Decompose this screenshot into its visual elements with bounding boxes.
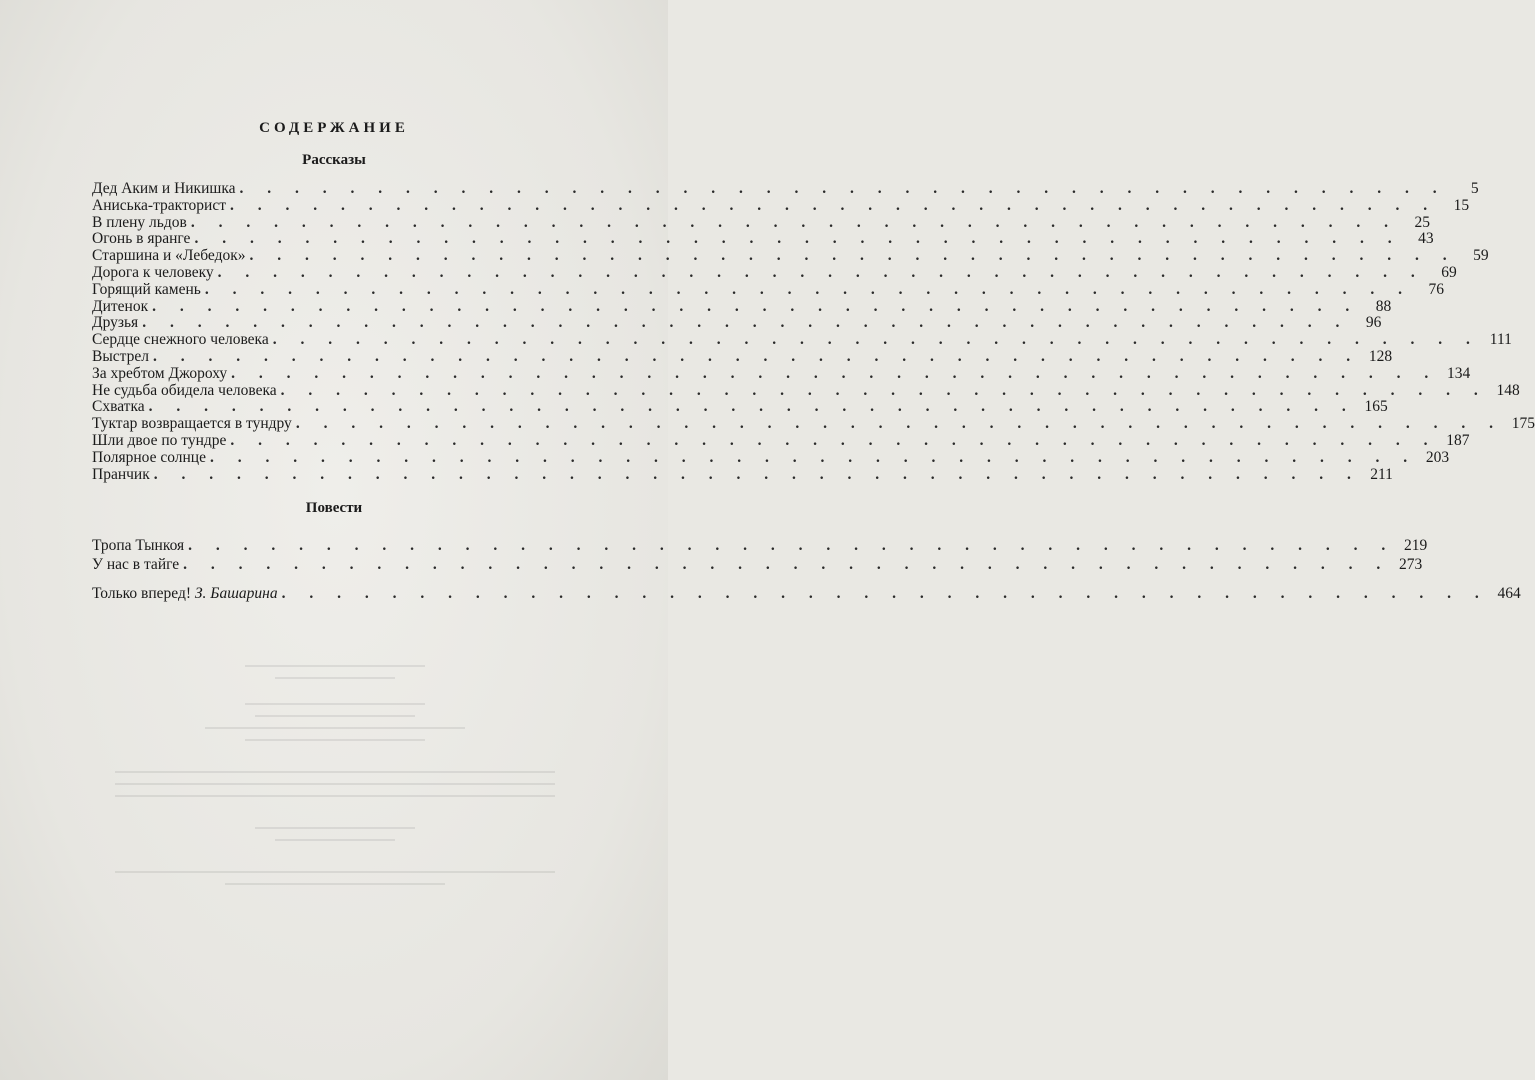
- leader-dots: . . . . . . . . . . . . . . . . . . . . . . . . . . . . . . . . . . . . . . . . . . . .: [209, 448, 1418, 466]
- toc-entry-title: Дед Аким и Никишка: [92, 180, 236, 197]
- toc-entry-page: 69: [1441, 263, 1457, 281]
- toc-stories-list: [92, 180, 1535, 483]
- toc-entry-title: Дорога к человеку: [92, 263, 214, 281]
- toc-entry-title: Дитенок: [92, 297, 149, 315]
- toc-entry-page: 219: [1404, 537, 1428, 554]
- toc-entry: [92, 536, 1428, 555]
- toc-entry: [92, 196, 1470, 215]
- toc-entry-page: 165: [1364, 398, 1388, 416]
- toc-entry-page: 25: [1414, 213, 1430, 231]
- toc-entry-title: У нас в тайге: [92, 556, 180, 573]
- toc-entry-title: Аниська-тракторист: [92, 196, 227, 214]
- toc-novellas-list: [92, 536, 1521, 603]
- toc-entry-page: 128: [1368, 347, 1393, 365]
- leader-dots: . . . . . . . . . . . . . . . . . . . . . . . . . . . . . . . . . . . . . . . . . . . .: [188, 537, 1396, 554]
- toc-entry-title: Только вперед! З. Башарина: [92, 585, 278, 602]
- toc-entry-author: З. Башарина: [194, 585, 278, 602]
- toc-entry-page: 96: [1365, 314, 1382, 332]
- toc-entry: [92, 247, 1489, 265]
- leader-dots: . . . . . . . . . . . . . . . . . . . . . . . . . . . . . . . . . . . . . . . . . . . .: [249, 247, 1457, 265]
- toc-entry-page: 273: [1399, 556, 1423, 573]
- leader-dots: . . . . . . . . . . . . . . . . . . . . . . . . . . . . . . . . . . . . . . . . . . . .: [183, 556, 1391, 573]
- toc-entry-page: 187: [1446, 431, 1470, 449]
- leader-dots: . . . . . . . . . . . . . . . . . . . . . . . . . . . . . . . . . . . . . . . . . . . .: [204, 280, 1412, 298]
- toc-entry-page: 203: [1425, 448, 1450, 466]
- toc-entry: [92, 213, 1430, 232]
- toc-entry-title: Сердце снежного человека: [92, 331, 269, 349]
- toc-entry-title: Тропа Тынкоя: [92, 537, 185, 554]
- toc-entry-title: Не судьба обидела человека: [92, 381, 277, 399]
- toc-entry-page: 464: [1497, 585, 1521, 602]
- leader-dots: . . . . . . . . . . . . . . . . . . . . . . . . . . . . . . . . . . . . . . . . . . . .: [217, 263, 1425, 281]
- section-heading-stories: Рассказы: [302, 152, 366, 168]
- leader-dots: . . . . . . . . . . . . . . . . . . . . . . . . . . . . . . . . . . . . . . . . . . . .: [230, 196, 1438, 214]
- toc-entry-page: 59: [1473, 247, 1489, 265]
- toc-entry: [92, 584, 1521, 603]
- toc-entry: [92, 465, 1393, 484]
- leader-dots: . . . . . . . . . . . . . . . . . . . . . . . . . . . . . . . . . . . . . . . . . . . .: [152, 347, 1361, 365]
- toc-entry-title: Выстрел: [92, 347, 149, 365]
- bleed-through-text: [95, 655, 575, 955]
- spacer: [92, 574, 584, 584]
- leader-dots: . . . . . . . . . . . . . . . . . . . . . . . . . . . . . . . . . . . . . . . . . . . .: [153, 465, 1361, 483]
- toc-entry-page: 76: [1428, 280, 1444, 298]
- leader-dots: . . . . . . . . . . . . . . . . . . . . . . . . . . . . . . . . . . . . . . . . . . . .: [194, 230, 1402, 248]
- toc-entry-title: Шли двое по тундре: [92, 431, 227, 449]
- toc-entry-title: За хребтом Джороху: [92, 364, 228, 382]
- toc-entry: [92, 364, 1471, 383]
- leader-dots: . . . . . . . . . . . . . . . . . . . . . . . . . . . . . . . . . . . . . . . . . . . .: [231, 364, 1439, 382]
- toc-entry-page: 148: [1496, 381, 1520, 399]
- toc-entry: [92, 431, 1470, 450]
- toc-entry: [92, 180, 1479, 198]
- leader-dots: . . . . . . . . . . . . . . . . . . . . . . . . . . . . . . . . . . . . . . . . . . . .: [142, 314, 1350, 332]
- toc-entry: [92, 297, 1392, 316]
- toc-entry-title: Пранчик: [92, 465, 150, 483]
- toc-entry-page: 43: [1418, 230, 1434, 248]
- toc-entry: [92, 555, 1423, 574]
- toc-entry-page: 175: [1511, 415, 1535, 433]
- toc-entry-title: Друзья: [92, 314, 139, 332]
- toc-entry-page: 5: [1470, 180, 1479, 197]
- leader-dots: . . . . . . . . . . . . . . . . . . . . . . . . . . . . . . . . . . . . . . . . . . . .: [272, 331, 1480, 349]
- toc-entry: [92, 280, 1444, 299]
- toc-entry: [92, 331, 1512, 349]
- toc-entry-page: 88: [1375, 297, 1392, 315]
- novellas-rows: [92, 536, 1428, 574]
- leader-dots: . . . . . . . . . . . . . . . . . . . . . . . . . . . . . . . . . . . . . . . . . . . .: [280, 381, 1488, 399]
- toc-entry: [92, 314, 1382, 332]
- toc-entry-title: Туктар возвращается в тундру: [92, 415, 292, 433]
- toc-entry-title: В плену льдов: [92, 213, 187, 231]
- leader-dots: . . . . . . . . . . . . . . . . . . . . . . . . . . . . . . . . . . . . . . . . . . . .: [239, 180, 1447, 197]
- toc-entry: [92, 263, 1457, 282]
- page-title: СОДЕРЖАНИЕ: [259, 120, 409, 136]
- toc-entry-title: Схватка: [92, 398, 145, 416]
- leader-dots: . . . . . . . . . . . . . . . . . . . . . . . . . . . . . . . . . . . . . . . . . . . .: [281, 585, 1489, 602]
- toc-entry: [92, 448, 1450, 467]
- leader-dots: . . . . . . . . . . . . . . . . . . . . . . . . . . . . . . . . . . . . . . . . . . . .: [230, 431, 1438, 449]
- toc-entry-page: 15: [1453, 196, 1470, 214]
- toc-entry: [92, 347, 1393, 366]
- toc-entry: [92, 381, 1520, 400]
- leader-dots: . . . . . . . . . . . . . . . . . . . . . . . . . . . . . . . . . . . . . . . . . . . .: [152, 297, 1360, 315]
- leader-dots: . . . . . . . . . . . . . . . . . . . . . . . . . . . . . . . . . . . . . . . . . . . .: [295, 415, 1503, 433]
- toc-entry-page: 134: [1447, 364, 1471, 382]
- toc-entry: [92, 398, 1388, 416]
- toc-entry-title: Полярное солнце: [92, 448, 206, 466]
- leader-dots: . . . . . . . . . . . . . . . . . . . . . . . . . . . . . . . . . . . . . . . . . . . .: [190, 213, 1398, 231]
- toc-entry: [92, 230, 1434, 248]
- toc-entry-title: Горящий камень: [92, 280, 201, 298]
- toc-entry-page: 111: [1489, 331, 1512, 349]
- section-heading-novellas: Повести: [305, 500, 363, 516]
- toc-entry-title: Старшина и «Лебедок»: [92, 247, 246, 265]
- toc-entry-page: 211: [1370, 465, 1393, 483]
- leader-dots: . . . . . . . . . . . . . . . . . . . . . . . . . . . . . . . . . . . . . . . . . . . .: [148, 398, 1356, 416]
- toc-entry: [92, 415, 1535, 433]
- toc-entry-title: Огонь в яранге: [92, 230, 191, 248]
